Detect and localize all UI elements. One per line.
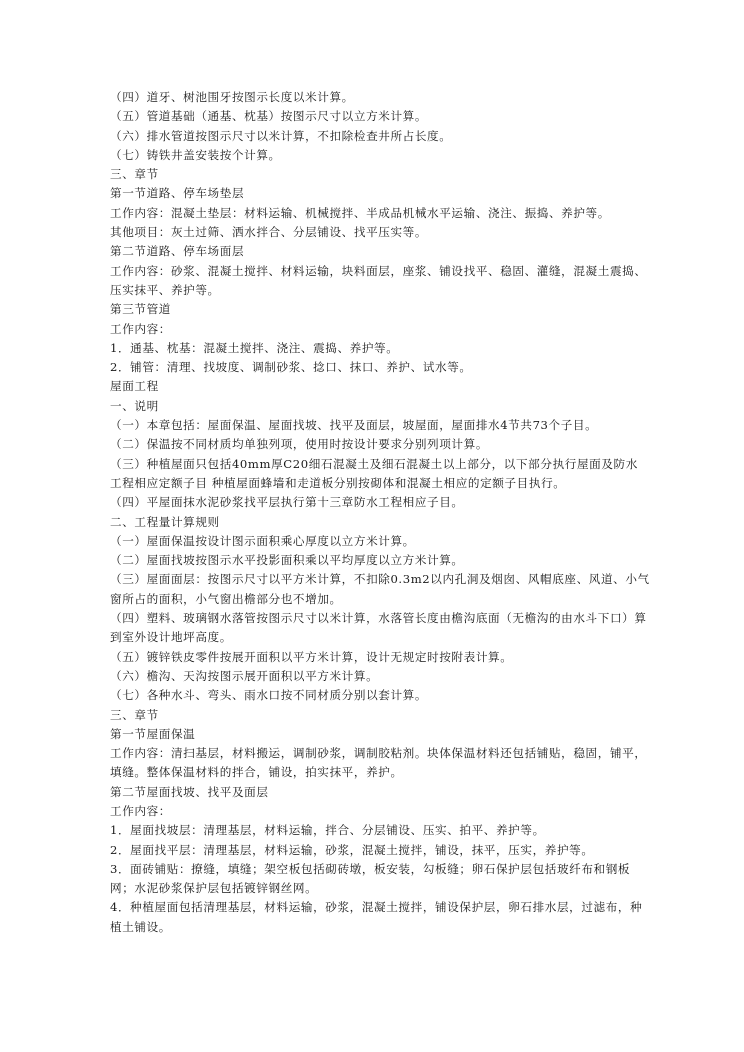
text-line: （四）道牙、树池围牙按图示长度以米计算。 <box>110 90 354 104</box>
text-line: （七）各种水斗、弯头、雨水口按不同材质分别以套计算。 <box>110 688 428 703</box>
section-heading: 第二节屋面找坡、找平及面层 <box>110 784 269 799</box>
section-heading: 第一节道路、停车场垫层 <box>110 186 245 201</box>
section-heading: 第一节屋面保温 <box>110 726 196 741</box>
section-heading: 第三节管道 <box>110 302 171 317</box>
text-line: 工作内容：混凝土垫层：材料运输、机械搅拌、半成品机械水平运输、浇注、振捣、养护等。 <box>110 205 610 220</box>
document-body <box>110 88 650 937</box>
section-heading: 三、章节 <box>110 167 159 182</box>
text-line: 其他项目：灰土过筛、洒水拌合、分层铺设、找平压实等。 <box>110 225 428 240</box>
section-heading: 第二节道路、停车场面层 <box>110 244 245 259</box>
text-line: 1．通基、枕基：混凝土搅拌、浇注、震捣、养护等。 <box>110 340 399 355</box>
text-paragraph: 3．面砖铺贴：撩缝，填缝；架空板包括砌砖墩，板安装，勾板缝；卵石保护层包括玻纤布和钢板网；水泥砂浆保护层包括镀锌钢丝网。 <box>110 861 631 896</box>
text-paragraph: 4．种植屋面包括清理基层，材料运输，砂浆，混凝土搅拌，铺设保护层，卵石排水层，过滤布，种植土铺设。 <box>110 900 643 934</box>
text-paragraph: （三）种植屋面只包括40mm厚C20细石混凝土及细石混凝土以上部分，以下部分执行屋面及防水工程相应定额子目 种植屋面蜂墙和走道板分别按砌体和混凝土相应的定额子目执行。 <box>110 456 638 490</box>
text-line: （一）本章包括：屋面保温、屋面找坡、找平及面层，坡屋面，屋面排水4节共73个子目。 <box>110 418 598 433</box>
text-line: 1．屋面找坡层：清理基层，材料运输，拌合、分层铺设、压实、拍平、养护等。 <box>110 823 545 838</box>
section-heading: 屋面工程 <box>110 379 159 394</box>
section-heading: 三、章节 <box>110 707 159 722</box>
text-line: （五）镀锌铁皮零件按展开面积以平方米计算，设计无规定时按附表计算。 <box>110 649 513 664</box>
section-heading: 二、工程量计算规则 <box>110 514 220 529</box>
text-paragraph: 工作内容：清扫基层，材料搬运，调制砂浆，调制胶粘剂。块体保温材料还包括铺贴，稳固，铺平，填缝。整体保温材料的拌合，铺设，拍实抹平，养护。 <box>110 746 647 780</box>
text-line: （七）铸铁井盖安装按个计算。 <box>110 147 281 162</box>
text-paragraph: （三）屋面面层：按图示尺寸以平方米计算，不扣除0.3m2以内孔洞及烟囱、风帽底座、风道、小气窗所占的面积，小气窗出檐部分也不增加。 <box>110 572 650 606</box>
text-paragraph: （四）塑料、玻璃钢水落管按图示尺寸以米计算，水落管长度由檐沟底面（无檐沟的由水斗下口）算到室外设计地坪高度。 <box>110 611 647 645</box>
text-line: （四）平屋面抹水泥砂浆找平层执行第十三章防水工程相应子目。 <box>110 495 464 510</box>
text-line: （六）排水管道按图示尺寸以米计算，不扣除检查井所占长度。 <box>110 128 452 143</box>
text-paragraph: 工作内容：砂浆、混凝土搅拌、材料运输，块料面层，座浆、铺设找平、稳固、灌缝，混凝土震捣、压实抹平、养护等。 <box>110 263 647 297</box>
section-heading: 一、说明 <box>110 398 159 413</box>
text-line: 2．屋面找平层：清理基层，材料运输，砂浆，混凝土搅拌，铺设，抹平，压实，养护等。 <box>110 842 594 857</box>
text-line: （二）屋面找坡按图示水平投影面积乘以平均厚度以立方米计算。 <box>110 553 464 568</box>
text-line: （六）檐沟、天沟按图示展开面积以平方米计算。 <box>110 668 379 683</box>
text-line: （五）管道基础（通基、枕基）按图示尺寸以立方米计算。 <box>110 109 428 124</box>
text-line: （一）屋面保温按设计图示面积乘心厚度以立方米计算。 <box>110 533 415 548</box>
text-line: （二）保温按不同材质均单独列项，使用时按设计要求分别列项计算。 <box>110 437 489 452</box>
text-line: 工作内容： <box>110 803 171 818</box>
text-line: 工作内容： <box>110 321 171 336</box>
text-line: 2．铺管：清理、找坡度、调制砂浆、捻口、抹口、养护、试水等。 <box>110 360 472 375</box>
